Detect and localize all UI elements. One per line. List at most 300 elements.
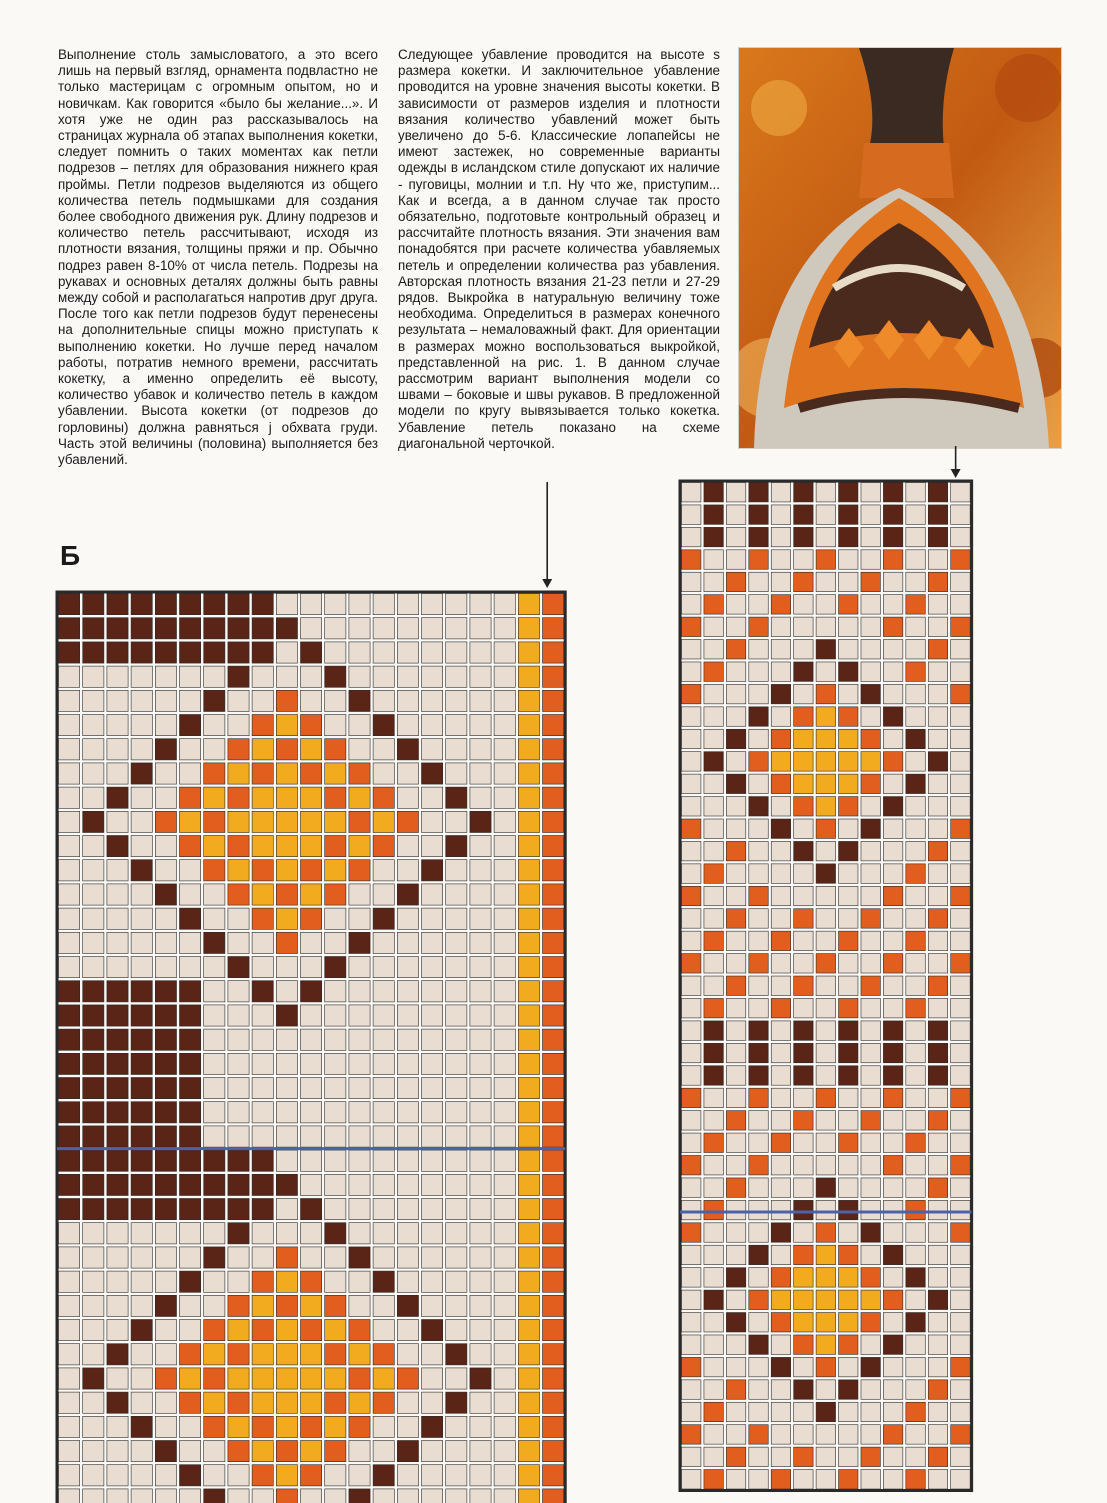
- left-chart-cell: [204, 618, 225, 639]
- right-chart-cell: [771, 1313, 790, 1332]
- right-chart-cell: [704, 841, 723, 860]
- left-chart-cell: [373, 1053, 394, 1074]
- left-chart-cell: [228, 1441, 249, 1462]
- right-chart-cell: [839, 752, 858, 771]
- left-chart-cell: [470, 690, 491, 711]
- right-chart-cell: [704, 1268, 723, 1287]
- right-chart-cell: [951, 797, 970, 816]
- left-chart-cell: [131, 957, 152, 978]
- left-chart-cell: [204, 690, 225, 711]
- right-chart-cell: [704, 1335, 723, 1354]
- left-chart-cell: [301, 1295, 322, 1316]
- left-chart-cell: [470, 1416, 491, 1437]
- right-chart-cell: [726, 595, 745, 614]
- right-chart-cell: [816, 1335, 835, 1354]
- left-chart-cell: [83, 1078, 104, 1099]
- left-chart-cell: [422, 957, 443, 978]
- right-chart-cell: [928, 1268, 947, 1287]
- left-chart-cell: [83, 1368, 104, 1389]
- left-chart-cell: [276, 666, 297, 687]
- right-chart-cell: [682, 1470, 701, 1489]
- left-chart-cell: [83, 763, 104, 784]
- left-chart-cell: [470, 787, 491, 808]
- left-chart-cell: [252, 594, 273, 615]
- left-chart-cell: [83, 1465, 104, 1486]
- left-chart-cell: [228, 1005, 249, 1026]
- left-chart-cell: [276, 860, 297, 881]
- left-chart-cell: [180, 908, 201, 929]
- left-chart-cell: [276, 981, 297, 1002]
- left-chart-cell: [228, 981, 249, 1002]
- left-chart-cell: [301, 1320, 322, 1341]
- left-chart-cell: [470, 618, 491, 639]
- left-chart-cell: [325, 642, 346, 663]
- left-chart-cell: [131, 1295, 152, 1316]
- right-chart-cell: [951, 662, 970, 681]
- left-chart-cell: [155, 1102, 176, 1123]
- right-chart-cell: [928, 1290, 947, 1309]
- left-chart-cell: [83, 1247, 104, 1268]
- right-chart-cell: [771, 1133, 790, 1152]
- right-chart-cell: [883, 505, 902, 524]
- right-chart-cell: [771, 774, 790, 793]
- right-chart-cell: [883, 752, 902, 771]
- right-chart-cell: [704, 1245, 723, 1264]
- right-chart-cell: [928, 1380, 947, 1399]
- right-chart-cell: [704, 864, 723, 883]
- right-chart-cell: [794, 1357, 813, 1376]
- left-chart-cell: [446, 981, 467, 1002]
- left-chart-cell: [470, 1465, 491, 1486]
- left-chart-cell: [470, 1368, 491, 1389]
- right-chart-cell: [861, 819, 880, 838]
- left-chart-cell: [373, 1441, 394, 1462]
- right-chart-cell: [726, 1425, 745, 1444]
- right-chart-cell: [951, 640, 970, 659]
- left-chart-cell: [494, 1416, 515, 1437]
- right-chart-cell: [906, 684, 925, 703]
- left-chart-cell: [470, 1392, 491, 1413]
- left-chart-cell: [422, 1174, 443, 1195]
- left-chart-cell: [252, 1295, 273, 1316]
- left-chart-cell: [59, 1416, 80, 1437]
- left-chart-cell: [470, 908, 491, 929]
- right-chart-cell: [928, 1133, 947, 1152]
- left-chart-cell: [422, 1271, 443, 1292]
- left-chart-cell: [228, 739, 249, 760]
- left-chart-cell: [301, 1368, 322, 1389]
- left-chart-cell: [276, 811, 297, 832]
- left-chart-cell: [252, 957, 273, 978]
- left-chart-cell: [107, 1441, 128, 1462]
- left-chart-cell: [83, 1416, 104, 1437]
- left-chart-cell: [325, 1078, 346, 1099]
- left-chart-cell: [276, 1005, 297, 1026]
- left-chart-cell: [470, 860, 491, 881]
- left-chart-cell: [397, 1320, 418, 1341]
- left-chart-cell: [155, 1320, 176, 1341]
- right-chart-cell: [839, 483, 858, 502]
- left-chart-cell: [59, 1078, 80, 1099]
- right-chart-cell: [839, 886, 858, 905]
- left-chart-cell: [422, 739, 443, 760]
- right-chart-cell: [861, 752, 880, 771]
- left-chart-cell: [83, 836, 104, 857]
- left-chart-cell: [349, 1392, 370, 1413]
- right-chart-cell: [839, 954, 858, 973]
- right-chart-cell: [749, 1178, 768, 1197]
- left-chart-cell: [59, 908, 80, 929]
- left-chart-cell: [543, 1465, 564, 1486]
- right-chart-cell: [816, 1290, 835, 1309]
- left-chart-cell: [325, 1344, 346, 1365]
- right-chart-cell: [704, 1447, 723, 1466]
- left-chart-cell: [470, 1247, 491, 1268]
- left-chart-cell: [446, 1392, 467, 1413]
- right-chart-cell: [951, 998, 970, 1017]
- left-chart-cell: [301, 787, 322, 808]
- right-chart-cell: [928, 1223, 947, 1242]
- right-chart-cell: [883, 864, 902, 883]
- left-chart-cell: [180, 981, 201, 1002]
- left-chart-cell: [518, 690, 539, 711]
- left-chart-cell: [59, 1271, 80, 1292]
- right-chart-cell: [682, 595, 701, 614]
- left-chart-cell: [228, 1053, 249, 1074]
- left-chart-cell: [422, 1078, 443, 1099]
- right-chart-cell: [704, 1313, 723, 1332]
- right-chart-cell: [928, 572, 947, 591]
- left-chart-cell: [107, 1465, 128, 1486]
- left-chart-cell: [131, 642, 152, 663]
- left-chart-cell: [349, 1441, 370, 1462]
- right-chart-cell: [951, 1245, 970, 1264]
- left-chart-cell: [301, 1441, 322, 1462]
- left-chart-cell: [518, 787, 539, 808]
- left-chart-cell: [276, 1295, 297, 1316]
- left-chart-cell: [276, 1029, 297, 1050]
- left-chart-cell: [83, 1223, 104, 1244]
- left-chart-cell: [518, 1078, 539, 1099]
- left-chart-cell: [446, 1150, 467, 1171]
- right-chart-cell: [749, 640, 768, 659]
- left-chart-cell: [252, 1271, 273, 1292]
- right-chart-cell: [794, 640, 813, 659]
- left-chart-cell: [228, 1271, 249, 1292]
- left-chart-cell: [155, 1295, 176, 1316]
- right-chart-cell: [749, 1021, 768, 1040]
- left-chart-cell: [83, 957, 104, 978]
- right-chart-cell: [906, 886, 925, 905]
- left-chart-cell: [228, 1489, 249, 1503]
- right-chart-cell: [749, 1043, 768, 1062]
- right-chart-cell: [726, 1290, 745, 1309]
- left-chart-cell: [228, 932, 249, 953]
- left-chart-cell: [180, 1368, 201, 1389]
- right-chart-cell: [906, 1245, 925, 1264]
- left-chart-cell: [422, 1053, 443, 1074]
- left-chart-cell: [180, 690, 201, 711]
- right-chart-cell: [816, 1425, 835, 1444]
- right-chart-cell: [883, 662, 902, 681]
- right-chart-cell: [704, 662, 723, 681]
- right-chart-cell: [906, 617, 925, 636]
- right-chart-cell: [883, 1111, 902, 1130]
- right-chart-cell: [682, 729, 701, 748]
- right-chart-cell: [704, 1043, 723, 1062]
- left-chart-cell: [470, 1223, 491, 1244]
- left-chart-cell: [180, 1223, 201, 1244]
- right-chart-cell: [816, 954, 835, 973]
- left-chart-cell: [228, 1295, 249, 1316]
- right-chart-cell: [928, 1178, 947, 1197]
- left-chart-cell: [107, 618, 128, 639]
- right-chart-cell: [883, 819, 902, 838]
- right-chart-cell: [794, 1223, 813, 1242]
- right-chart-cell: [928, 483, 947, 502]
- left-chart-cell: [470, 739, 491, 760]
- left-chart-cell: [397, 642, 418, 663]
- right-chart-cell: [771, 1357, 790, 1376]
- left-chart-cell: [252, 1247, 273, 1268]
- left-chart-cell: [204, 1102, 225, 1123]
- left-chart-cell: [131, 884, 152, 905]
- right-chart-cell: [704, 1425, 723, 1444]
- left-chart-cell: [397, 1029, 418, 1050]
- left-chart-cell: [373, 1271, 394, 1292]
- left-chart-cell: [446, 884, 467, 905]
- right-chart-cell: [906, 662, 925, 681]
- right-chart-cell: [951, 752, 970, 771]
- right-chart-cell: [771, 1200, 790, 1219]
- left-chart-cell: [131, 787, 152, 808]
- left-chart-cell: [59, 884, 80, 905]
- right-chart-cell: [682, 1178, 701, 1197]
- left-chart-cell: [518, 594, 539, 615]
- right-chart-cell: [682, 752, 701, 771]
- right-chart-cell: [726, 1043, 745, 1062]
- right-chart-cell: [928, 595, 947, 614]
- right-chart-cell: [816, 1178, 835, 1197]
- right-chart-cell: [951, 1425, 970, 1444]
- right-chart-cell: [861, 1156, 880, 1175]
- right-chart-cell: [883, 617, 902, 636]
- left-chart-cell: [397, 1295, 418, 1316]
- right-chart-cell: [726, 1402, 745, 1421]
- left-chart-cell: [228, 1223, 249, 1244]
- left-chart-cell: [543, 1126, 564, 1147]
- left-chart-cell: [494, 787, 515, 808]
- right-chart-cell: [704, 684, 723, 703]
- right-chart-cell: [771, 954, 790, 973]
- left-chart-cell: [397, 594, 418, 615]
- right-chart-cell: [682, 1245, 701, 1264]
- left-chart-cell: [373, 932, 394, 953]
- right-chart-cell: [906, 640, 925, 659]
- right-chart-cell: [771, 1223, 790, 1242]
- right-chart-cell: [906, 729, 925, 748]
- left-chart-cell: [59, 1320, 80, 1341]
- left-chart-cell: [494, 642, 515, 663]
- right-chart-cell: [906, 1200, 925, 1219]
- left-chart-cell: [349, 1416, 370, 1437]
- left-chart-cell: [543, 811, 564, 832]
- right-chart-cell: [726, 1380, 745, 1399]
- right-chart-cell: [704, 909, 723, 928]
- right-chart-cell: [726, 550, 745, 569]
- right-chart-cell: [951, 886, 970, 905]
- right-chart-cell: [883, 774, 902, 793]
- right-chart-cell: [839, 1245, 858, 1264]
- right-chart-cell: [951, 1313, 970, 1332]
- left-chart-cell: [470, 1295, 491, 1316]
- left-chart-cell: [107, 1126, 128, 1147]
- left-chart-cell: [397, 884, 418, 905]
- left-chart-cell: [422, 981, 443, 1002]
- right-chart-cell: [861, 931, 880, 950]
- left-chart-cell: [107, 860, 128, 881]
- left-chart-cell: [131, 908, 152, 929]
- left-chart-cell: [325, 932, 346, 953]
- left-chart-cell: [276, 1441, 297, 1462]
- right-chart-cell: [704, 1066, 723, 1085]
- left-chart-cell: [83, 642, 104, 663]
- right-chart-cell: [951, 527, 970, 546]
- right-chart-cell: [839, 595, 858, 614]
- left-chart-cell: [252, 981, 273, 1002]
- right-chart-cell: [861, 550, 880, 569]
- right-chart-cell: [906, 1313, 925, 1332]
- right-chart-cell: [839, 617, 858, 636]
- left-chart-cell: [446, 1223, 467, 1244]
- left-chart-cell: [180, 1295, 201, 1316]
- left-chart-cell: [252, 1029, 273, 1050]
- right-chart-cell: [771, 1043, 790, 1062]
- right-chart-cell: [951, 1066, 970, 1085]
- right-chart-cell: [794, 1021, 813, 1040]
- right-chart-cell: [951, 707, 970, 726]
- left-chart-cell: [180, 618, 201, 639]
- left-chart-cell: [349, 1295, 370, 1316]
- left-chart-cell: [252, 1174, 273, 1195]
- left-chart-cell: [518, 1416, 539, 1437]
- right-chart-cell: [682, 1021, 701, 1040]
- right-chart-cell: [951, 1021, 970, 1040]
- right-chart-cell: [928, 841, 947, 860]
- left-chart-cell: [131, 1223, 152, 1244]
- right-chart-cell: [771, 550, 790, 569]
- right-chart-cell: [928, 976, 947, 995]
- right-chart-cell: [726, 1156, 745, 1175]
- right-chart-cell: [861, 1245, 880, 1264]
- left-chart-cell: [470, 836, 491, 857]
- left-chart-cell: [252, 715, 273, 736]
- chart-label: Б: [60, 540, 81, 571]
- left-chart-cell: [494, 932, 515, 953]
- left-chart-cell: [155, 1368, 176, 1389]
- left-chart-cell: [301, 1199, 322, 1220]
- right-chart-cell: [816, 886, 835, 905]
- left-chart-cell: [131, 666, 152, 687]
- sweater-photo: [738, 47, 1062, 449]
- right-chart-cell: [861, 909, 880, 928]
- right-chart-cell: [928, 1066, 947, 1085]
- left-chart-cell: [276, 1416, 297, 1437]
- right-chart-cell: [794, 527, 813, 546]
- left-chart-cell: [518, 1199, 539, 1220]
- right-chart-cell: [816, 1447, 835, 1466]
- left-chart-cell: [325, 666, 346, 687]
- left-chart-cell: [422, 1295, 443, 1316]
- right-chart-cell: [951, 1357, 970, 1376]
- left-chart-cell: [131, 1102, 152, 1123]
- left-chart-cell: [155, 1053, 176, 1074]
- right-chart-cell: [951, 954, 970, 973]
- right-chart-cell: [816, 1111, 835, 1130]
- right-chart-cell: [726, 617, 745, 636]
- right-chart-cell: [726, 684, 745, 703]
- right-chart-cell: [682, 1200, 701, 1219]
- right-chart-cell: [883, 1313, 902, 1332]
- right-chart-cell: [951, 572, 970, 591]
- right-chart-cell: [771, 931, 790, 950]
- left-chart-arrow: [542, 482, 552, 588]
- right-chart-cell: [883, 931, 902, 950]
- left-chart-cell: [325, 884, 346, 905]
- left-chart-cell: [59, 618, 80, 639]
- left-chart-cell: [373, 642, 394, 663]
- right-chart-cell: [839, 527, 858, 546]
- right-chart-arrow: [951, 446, 961, 478]
- left-chart-cell: [518, 1344, 539, 1365]
- left-chart-cell: [494, 981, 515, 1002]
- left-chart-cell: [518, 642, 539, 663]
- left-chart-cell: [397, 1392, 418, 1413]
- left-chart-cell: [204, 1223, 225, 1244]
- right-chart-cell: [749, 707, 768, 726]
- left-chart-cell: [325, 690, 346, 711]
- left-chart-cell: [276, 1368, 297, 1389]
- right-chart-cell: [771, 572, 790, 591]
- left-chart-cell: [276, 1078, 297, 1099]
- right-chart-cell: [794, 864, 813, 883]
- left-chart-cell: [349, 1199, 370, 1220]
- left-chart-cell: [155, 1078, 176, 1099]
- left-chart-cell: [518, 1223, 539, 1244]
- right-chart-cell: [704, 1156, 723, 1175]
- right-chart-cell: [749, 1313, 768, 1332]
- left-chart-cell: [180, 594, 201, 615]
- left-chart-cell: [470, 1489, 491, 1503]
- left-chart-cell: [446, 1005, 467, 1026]
- left-chart-cell: [397, 836, 418, 857]
- left-chart-cell: [276, 908, 297, 929]
- left-chart-cell: [83, 666, 104, 687]
- right-chart-cell: [906, 1178, 925, 1197]
- left-chart-cell: [373, 1150, 394, 1171]
- right-chart-cell: [816, 864, 835, 883]
- left-chart-cell: [204, 1465, 225, 1486]
- left-chart-cell: [276, 715, 297, 736]
- right-chart-cell: [704, 1470, 723, 1489]
- left-chart-cell: [325, 1029, 346, 1050]
- left-chart-cell: [252, 1416, 273, 1437]
- left-chart-cell: [397, 1199, 418, 1220]
- right-chart-cell: [951, 729, 970, 748]
- left-chart-cell: [83, 1174, 104, 1195]
- left-chart-cell: [446, 642, 467, 663]
- left-chart-cell: [131, 1441, 152, 1462]
